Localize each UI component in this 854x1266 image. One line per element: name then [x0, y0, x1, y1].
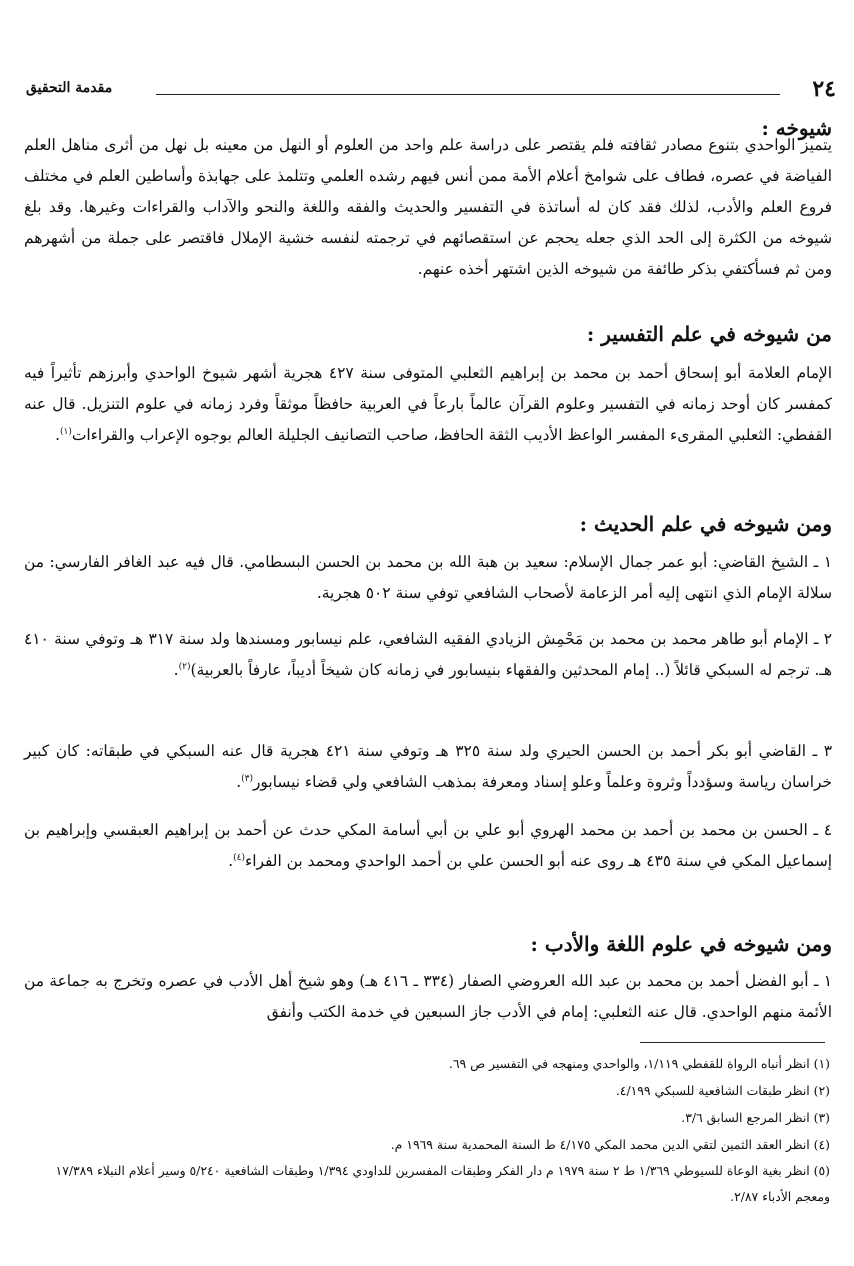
footnote-mark: (٤)	[233, 852, 245, 863]
paragraph: الإمام العلامة أبو إسحاق أحمد بن محمد بن إبراهيم الثعلبي المتوفى سنة ٤٢٧ هجرية أشهر شيوخ الواحدي وأبرزهم تأثيراً فيه كمفسر كان أوحد زمانه في التفسير وعلوم القرآن عالماً بارعاً في العربية حافظاً موثقاً وفرد زمانه في علوم التنزيل. قال عنه القفطي: الثعلبي المقرىء المفسر الواعظ الأديب الثقة الحافظ، صاحب التصانيف الجليلة العالم بوجوه الإعراب والقراءات$^{(١)}$.	[24, 364, 832, 444]
list-item: ٤ ـ الحسن بن محمد بن أحمد بن محمد الهروي أبو علي بن أبي أسامة المكي حدث عن أحمد بن إبراهيم العبقسي وإبراهيم بن إسماعيل المكي في سنة ٤٣٥ هـ روى عنه أبو الحسن علي بن أحمد الواحدي ومحمد بن الفراء$^{(٤)}$.	[24, 821, 832, 870]
footnote: (٣) انظر المرجع السابق ٣/٦.	[681, 1110, 830, 1125]
paragraph-text: الإمام العلامة أبو إسحاق أحمد بن محمد بن إبراهيم الثعلبي المتوفى سنة ٤٢٧ هجرية أشهر شيوخ الواحدي وأبرزهم تأثيراً فيه كمفسر كان أوحد زمانه في التفسير وعلوم القرآن عالماً بارعاً في العربية حافظاً موثقاً وفرد زمانه في علوم التنزيل. قال عنه القفطي: الثعلبي المقرىء المفسر الواعظ الأديب الثقة الحافظ، صاحب التصانيف الجليلة العالم بوجوه الإعراب والقراءات	[24, 364, 832, 444]
section-heading: شيوخه :	[761, 116, 832, 140]
section-heading: ومن شيوخه في علم الحديث :	[579, 512, 832, 536]
list-item	[24, 966, 832, 1028]
footnote: (٤) انظر العقد الثمين لتقي الدين محمد المكي ٤/١٧٥ ط السنة المحمدية سنة ١٩٦٩ م.	[390, 1137, 830, 1152]
list-item: ١ ـ الشيخ القاضي: أبو عمر جمال الإسلام: سعيد بن هبة الله بن محمد بن الحسن البسطامي. قال فيه عبد الغافر الفارسي: من سلالة الإمام الذي انتهى إليه أمر الزعامة لأصحاب الشافعي توفي سنة ٥٠٢ هجرية.	[24, 553, 832, 602]
footnote-mark: (٢)	[178, 661, 191, 672]
list-item: ٢ ـ الإمام أبو طاهر محمد بن محمد بن مَحْمِش الزيادي الفقيه الشافعي، علم نيسابور ومسندها ولد سنة ٣١٧ هـ وتوفي سنة ٤١٠ هـ. ترجم له السبكي قائلاً (.. إمام المحدثين والفقهاء بنيسابور في زمانه كان شيخاً أديباً، عارفاً بالعربية)$^{(٢)}$.	[24, 630, 832, 679]
section-heading: من شيوخه في علم التفسير :	[586, 322, 832, 346]
footnote: (٢) انظر طبقات الشافعية للسبكي ٤/١٩٩.	[615, 1083, 830, 1098]
header-rule	[156, 94, 780, 95]
list-item: ٣ ـ القاضي أبو بكر أحمد بن الحسن الحيري ولد سنة ٣٢٥ هـ وتوفي سنة ٤٢١ هجرية قال عنه السبكي في طبقاته: كان كبير خراسان رياسة وسؤدداً وثروة وعلماً وعلو إسناد ومعرفة بمذهب الشافعي ولي قضاء نيسابور$^{(٣)}$.	[24, 742, 833, 791]
footnote-mark: (١)	[60, 426, 72, 437]
running-title: مقدمة التحقيق	[26, 80, 113, 96]
paragraph-text: ٣ ـ القاضي أبو بكر أحمد بن الحسن الحيري ولد سنة ٣٢٥ هـ وتوفي سنة ٤٢١ هجرية قال عنه السبكي في طبقاته: كان كبير خراسان رياسة وسؤدداً وثروة وعلماً وعلو إسناد ومعرفة بمذهب الشافعي ولي قضاء نيسابور	[24, 742, 833, 791]
paragraph-text: ١ ـ أبو الفضل أحمد بن محمد بن عبد الله العروضي الصفار (٣٣٤ ـ ٤١٦ هـ) وهو شيخ أهل الأدب في عصره وتخرج به جماعة من الأئمة منهم الواحدي. قال عنه الثعلبي: إمام في الأدب جاز السبعين في خدمة الكتب وأنفق	[24, 972, 832, 1021]
footnote-rule	[640, 1042, 825, 1043]
footnote: (٥) انظر بغية الوعاة للسيوطي ١/٣٦٩ ط ٢ سنة ١٩٧٩ م دار الفكر وطبقات المفسرين للداودي ١/٣٩٤ وطبقات الشافعية ٥/٢٤٠ وسير أعلام النبلاء ١٧/٣٨٩ ومعجم الأدباء ٢/٨٧.	[55, 1163, 830, 1204]
paragraph-text: ٤ ـ الحسن بن محمد بن أحمد بن محمد الهروي أبو علي بن أبي أسامة المكي حدث عن أحمد بن إبراهيم العبقسي وإبراهيم بن إسماعيل المكي في سنة ٤٣٥ هـ روى عنه أبو الحسن علي بن أحمد الواحدي ومحمد بن الفراء	[24, 821, 832, 870]
footnote: (١) انظر أنباه الرواة للقفطي ١/١١٩، والواحدي ومنهجه في التفسير ص ٦٩.	[448, 1056, 830, 1071]
paragraph: يتميز الواحدي بتنوع مصادر ثقافته فلم يقتصر على دراسة علم واحد من العلوم أو النهل من معينه بل نهل من أثرى مناهل العلم الفياضة في عصره، فطاف على شوامخ أعلام الأمة ممن أنس فيهم رشده العلمي وتتلمذ على جهابذة وأساطين العلم في مختلف فروع العلم والأدب، لذلك فقد كان له أساتذة في التفسير والحديث والفقه واللغة والنحو والآداب والقراءات وغيرها. وقد بلغ شيوخه من الكثرة إلى الحد الذي جعله يحجم عن استقصائهم في ترجمته لنفسه خشية الإملال فاقتصر على جملة من أشهرهم ومن ثم فسأكتفي بذكر طائفة من شيوخه الذين اشتهر أخذه عنهم.	[24, 136, 832, 278]
paragraph-text: ٢ ـ الإمام أبو طاهر محمد بن محمد بن مَحْمِش الزيادي الفقيه الشافعي، علم نيسابور ومسندها ولد سنة ٣١٧ هـ وتوفي سنة ٤١٠ هـ. ترجم له السبكي قائلاً (.. إمام المحدثين والفقهاء بنيسابور في زمانه كان شيخاً أديباً، عارفاً بالعربية)	[24, 630, 832, 679]
footnote-mark: (٣)	[241, 773, 253, 784]
running-header	[26, 76, 836, 104]
page-number: ٢٤	[812, 76, 836, 102]
section-heading: ومن شيوخه في علوم اللغة والأدب :	[530, 932, 832, 956]
